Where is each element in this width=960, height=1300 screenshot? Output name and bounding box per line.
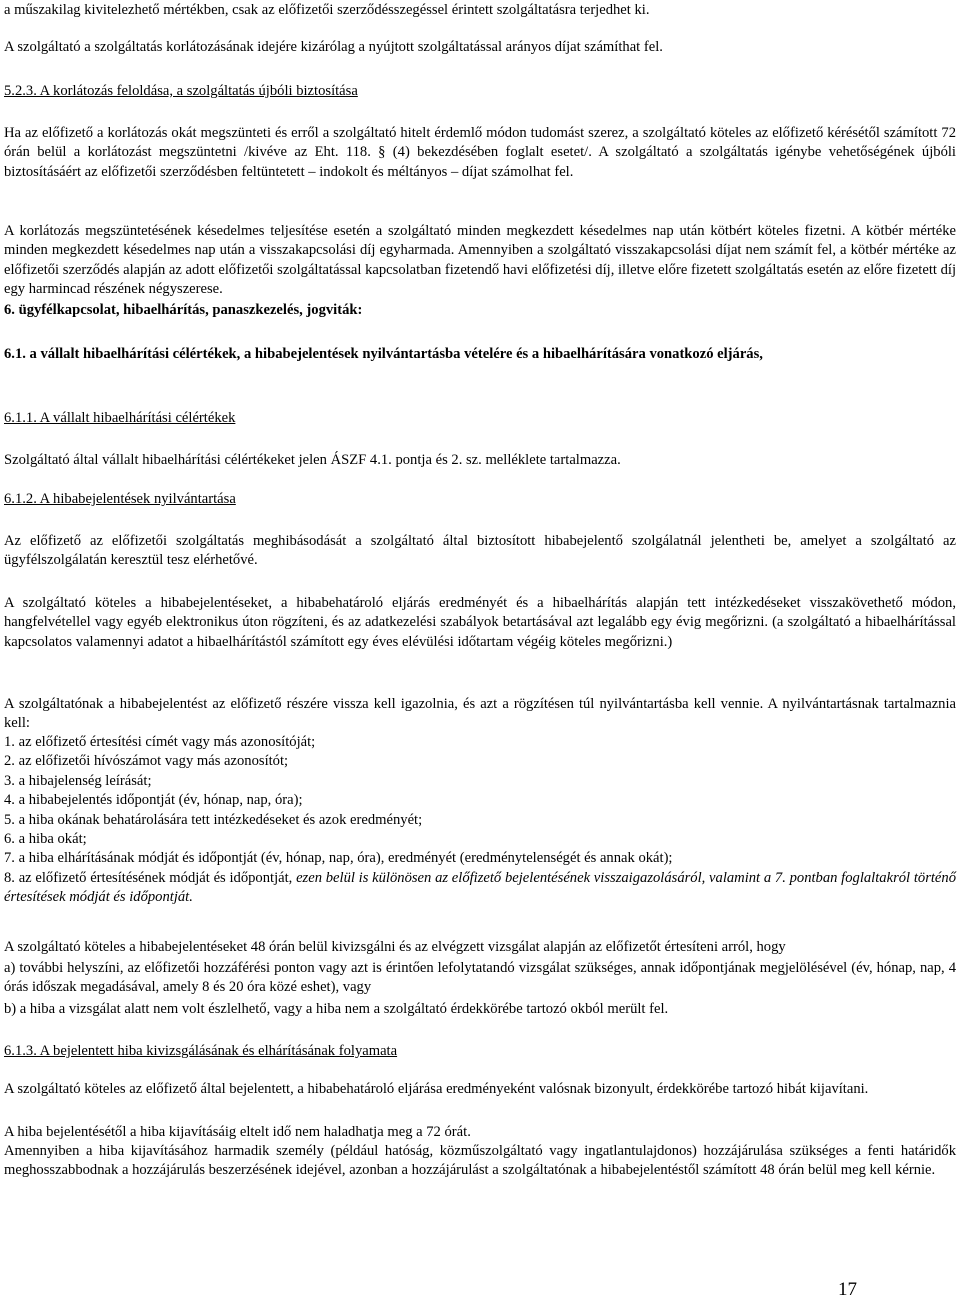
paragraph-6-1-2-3: A szolgáltatónak a hibabejelentést az előfizető részére vissza kell igazolnia, és azt a rögzítésen túl nyilvántartásba kell vennie. A nyilvántartásnak tartalmaznia kell: — [4, 696, 956, 732]
paragraph-6-1-2-4: A szolgáltató köteles a hibabejelentéseket 48 órán belül kivizsgálni és az elvégzett vizsgálat alapján az előfizetőt értesíteni arról, hogy — [4, 939, 786, 955]
paragraph-6-1-3-2: A hiba bejelentésétől a hiba kijavításáig eltelt idő nem haladhatja meg a 72 órát. — [4, 1124, 471, 1140]
list-item: 3. a hibajelenség leírását; — [4, 772, 152, 789]
record-requirements-list — [4, 733, 956, 908]
paragraph-5-2-3-1: Ha az előfizető a korlátozás okát megszünteti és erről a szolgáltató hitelt érdemlő módon tudomást szerez, a szolgáltató köteles az előfizető kérésétől számított 72 órán belül a korlátozást megszüntetni /kivéve az Eht. 118. § (4) bekezdésében foglalt esetet/. A szolgáltató a szolgáltatás igénybe vehetőségének újbóli biztosításáért az előfizetői szerződésben feltüntetett – indokolt és méltányos – díjat számolhat fel. — [4, 125, 956, 180]
paragraph-6-1-2-4b: b) a hiba a vizsgálat alatt nem volt észlelhető, vagy a hiba nem a szolgáltató érdekkörébe tartozó okból merült fel. — [4, 1001, 669, 1017]
section-heading-6-1-2: 6.1.2. A hibabejelentések nyilvántartása — [4, 491, 236, 507]
list-item: 1. az előfizető értesítési címét vagy más azonosítóját; — [4, 734, 316, 750]
section-heading-6-1-3: 6.1.3. A bejelentett hiba kivizsgálásának és elhárításának folyamata — [4, 1043, 398, 1059]
section-heading-6-1: 6.1. a vállalt hibaelhárítási célértékek, a hibabejelentések nyilvántartásba vételére és a hibaelhárítására vonatkozó eljárás, — [4, 346, 763, 362]
page-number: 17 — [838, 1279, 857, 1300]
list-item: 5. a hiba okának behatárolására tett intézkedéseket és azok eredményét; — [4, 811, 423, 828]
paragraph-6-1-1-1: Szolgáltató által vállalt hibaelhárítási célértékeket jelen ÁSZF 4.1. pontja és 2. sz. melléklete tartalmazza. — [4, 452, 621, 468]
paragraph-6-1-2-1: Az előfizető az előfizetői szolgáltatás meghibásodását a szolgáltató által biztosított hibabejelentő szolgálatnál jelentheti be, amelyet a szolgáltató az ügyfélszolgálatán keresztül tesz elérhetővé. — [4, 533, 956, 569]
list-item-8-italic: ezen belül is különösen az előfizető bejelentésének visszaigazolásáról, valamint a 7. pontban foglaltakról történő értesítések módját és időpontját. — [4, 869, 956, 906]
paragraph-6-1-2-4a: a) további helyszíni, az előfizetői hozzáférési ponton vagy azt is érintően lefolytatandó vizsgálat szükséges, annak időpontjának megjelölésével (év, hónap, nap, 4 órás időszak megadásával, amely 8 és 20 óra közé eshet), vagy — [4, 960, 956, 996]
paragraph-top-1: a műszakilag kivitelezhető mértékben, csak az előfizetői szerződésszegéssel érintett szolgáltatásra terjedhet ki. — [4, 2, 650, 18]
section-heading-6: 6. ügyfélkapcsolat, hibaelhárítás, panaszkezelés, jogviták: — [4, 302, 363, 318]
list-item: 4. a hibabejelentés időpontját (év, hónap, nap, óra); — [4, 792, 303, 809]
list-item-8-lead: 8. az előfizető értesítésének módját és időpontját, — [4, 869, 297, 886]
paragraph-6-1-3-3: Amennyiben a hiba kijavításához harmadik személy (például hatóság, közműszolgáltató vagy ingatlantulajdonos) hozzájárulása szükséges a fenti határidők meghosszabbodnak a hozzájárulás beszerzésének idejével, azonban a hozzájárulást a szolgáltatónak a hibabejelentéstől számított 48 órán belül meg kell kérnie. — [4, 1143, 956, 1179]
list-item: 7. a hiba elhárításának módját és időpontját (év, hónap, nap, óra), eredményét (eredménytelenségét és annak okát); — [4, 850, 673, 867]
paragraph-6-1-2-2: A szolgáltató köteles a hibabejelentéseket, a hibabehatároló eljárás eredményét és a hibaelhárítás alapján tett intézkedéseket visszakövethető módon, hangfelvétellel vagy egyéb elektronikus úton rögzíteni, és az adatkezelési szabályok betartásával azt legalább egy évig megőrizni. (a szolgáltató a hibaelhárítással kapcsolatos valamennyi adatot a hibaelhárítástól számított egy éves elévülési időtartam végéig köteles megőrizni.) — [4, 595, 956, 650]
list-item: 2. az előfizetői hívószámot vagy más azonosítót; — [4, 753, 289, 770]
paragraph-top-2: A szolgáltató a szolgáltatás korlátozásának idejére kizárólag a nyújtott szolgáltatással arányos díjat számíthat fel. — [4, 39, 663, 55]
section-heading-5-2-3: 5.2.3. A korlátozás feloldása, a szolgáltatás újbóli biztosítása — [4, 83, 358, 99]
section-heading-6-1-1: 6.1.1. A vállalt hibaelhárítási célértékek — [4, 410, 236, 426]
paragraph-5-2-3-2: A korlátozás megszüntetésének késedelmes teljesítése esetén a szolgáltató minden megkezdett késedelmes nap után kötbért köteles fizetni. A kötbér mértéke minden megkezdett késedelmes nap után a visszakapcsolási díj egyharmada. Amennyiben a szolgáltató visszakapcsolási díjat nem számít fel, a kötbér mértéke az előfizetői szerződés alapján az adott előfizetői szolgáltatással kapcsolatban fizetendő havi előfizetési díj, illetve előre fizetett szolgáltatás esetén az előre fizetett díj egy harmincad részének négyszerese. — [4, 223, 956, 298]
list-item — [4, 869, 956, 908]
list-item: 6. a hiba okát; — [4, 831, 87, 848]
paragraph-6-1-3-1: A szolgáltató köteles az előfizető által bejelentett, a hibabehatároló eljárása eredményeként valósnak bizonyult, érdekkörébe tartozó hibát kijavítani. — [4, 1081, 869, 1097]
